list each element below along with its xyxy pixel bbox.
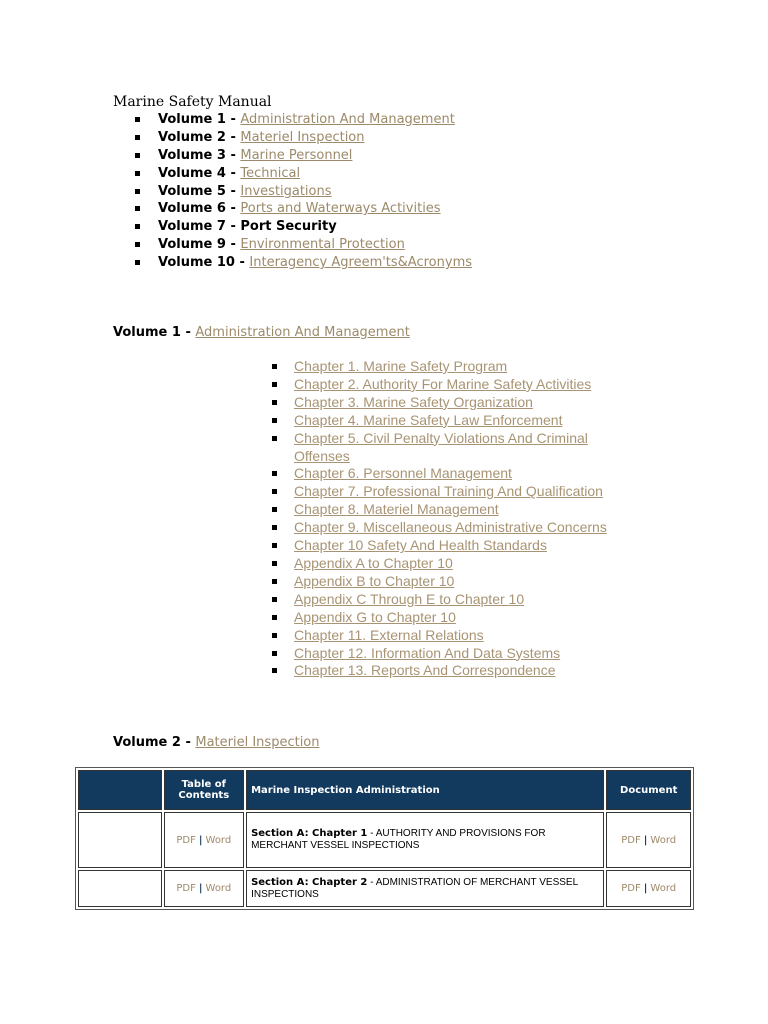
dash: - (367, 876, 376, 888)
list-item (135, 147, 472, 165)
volume1-heading (113, 325, 410, 341)
list-item (272, 537, 632, 555)
chapter-link[interactable]: Chapter 10 Safety And Health Standards (294, 537, 547, 554)
list-item (272, 555, 632, 573)
volume-label: Volume 6 - (158, 201, 241, 217)
bullet-icon (272, 651, 277, 656)
bullet-icon (272, 525, 277, 530)
volume2-link[interactable]: Materiel Inspection (195, 735, 320, 750)
chapter-link[interactable]: Chapter 9. Miscellaneous Administrative Concerns (294, 519, 607, 536)
list-item (135, 218, 472, 236)
document-links (606, 870, 691, 907)
chapter-link[interactable]: Appendix A to Chapter 10 (294, 554, 453, 571)
inspection-table (75, 767, 694, 910)
chapter-link[interactable]: Chapter 6. Personnel Management (294, 465, 512, 482)
list-item (135, 165, 472, 183)
bullet-icon (272, 597, 277, 602)
list-item (272, 412, 632, 430)
list-item (135, 236, 472, 254)
document-title: Marine Safety Manual (113, 94, 272, 110)
list-item (272, 573, 632, 591)
toc-links (164, 812, 245, 868)
chapter-link[interactable]: Appendix B to Chapter 10 (294, 572, 455, 589)
bullet-icon (272, 418, 277, 423)
pdf-link[interactable]: PDF (621, 834, 641, 846)
volume-link[interactable]: Materiel Inspection (240, 129, 365, 145)
chapter-link[interactable]: Chapter 13. Reports And Correspondence (294, 662, 556, 679)
chapter-link[interactable]: Chapter 3. Marine Safety Organization (294, 393, 533, 410)
bullet-icon (272, 633, 277, 638)
bullet-icon (135, 260, 140, 265)
volume-link[interactable]: Environmental Protection (240, 237, 405, 253)
volume2-heading (113, 735, 320, 751)
volume2-label: Volume 2 - (113, 735, 196, 750)
table-cell-blank (78, 812, 162, 868)
list-item (272, 645, 632, 663)
list-item (272, 627, 632, 645)
toc-links (164, 870, 245, 907)
list-item (272, 501, 632, 519)
column-header-blank (78, 770, 162, 810)
bullet-icon (272, 579, 277, 584)
bullet-icon (272, 471, 277, 476)
volume-label: Volume 3 - (158, 147, 241, 163)
chapter-list (272, 358, 632, 680)
section-title: ADMINISTRATION OF MERCHANT VESSEL INSPECTIONS (251, 876, 578, 900)
list-item (272, 609, 632, 627)
pdf-link[interactable]: PDF (176, 834, 196, 846)
chapter-link[interactable]: Chapter 4. Marine Safety Law Enforcement (294, 411, 563, 428)
word-link[interactable]: Word (205, 883, 232, 894)
table-row (78, 870, 691, 907)
bullet-icon (135, 224, 140, 229)
list-item (135, 183, 472, 201)
list-item (272, 376, 632, 394)
volume-text: Port Security (240, 219, 337, 235)
volume-link[interactable]: Administration And Management (240, 112, 455, 127)
table-cell-blank (78, 870, 162, 907)
chapter-link[interactable]: Chapter 7. Professional Training And Qualification (294, 483, 603, 500)
bullet-icon (272, 489, 277, 494)
bullet-icon (135, 135, 140, 140)
bullet-icon (272, 507, 277, 512)
bullet-icon (135, 189, 140, 194)
section-description (246, 870, 604, 907)
volume-label: Volume 4 - (158, 165, 241, 181)
list-item (135, 254, 472, 272)
bullet-icon (135, 171, 140, 176)
bullet-icon (272, 382, 277, 387)
bullet-icon (272, 436, 277, 441)
table-header-row (78, 770, 691, 810)
volume-link[interactable]: Interagency Agreem'ts&Acronyms (249, 255, 473, 271)
section-description (246, 812, 604, 868)
list-item (272, 483, 632, 501)
bullet-icon (272, 615, 277, 620)
chapter-link[interactable]: Chapter 5. Civil Penalty Violations And Criminal Offenses (294, 429, 588, 464)
volume1-link[interactable]: Administration And Management (195, 325, 410, 340)
chapter-link[interactable]: Chapter 8. Materiel Management (294, 501, 499, 518)
bullet-icon (272, 364, 277, 369)
word-link[interactable]: Word (650, 834, 677, 846)
bullet-icon (135, 117, 140, 122)
list-item (272, 430, 632, 466)
bullet-icon (135, 242, 140, 247)
chapter-link[interactable]: Chapter 1. Marine Safety Program (294, 358, 508, 374)
column-header-toc: Table of Contents (164, 770, 245, 810)
section-label: Section A: Chapter 2 (251, 876, 368, 888)
list-item (272, 394, 632, 412)
link-separator: | (198, 834, 203, 846)
list-item (135, 200, 472, 218)
volume-list (135, 111, 472, 272)
volume-label: Volume 2 - (158, 129, 241, 145)
chapter-link[interactable]: Chapter 2. Authority For Marine Safety Activities (294, 375, 592, 392)
bullet-icon (272, 668, 277, 673)
pdf-link[interactable]: PDF (176, 883, 196, 894)
list-item (272, 662, 632, 680)
bullet-icon (272, 400, 277, 405)
list-item (135, 111, 472, 129)
section-title: AUTHORITY AND PROVISIONS FOR MERCHANT VESSEL INSPECTIONS (251, 828, 546, 851)
section-label: Section A: Chapter 1 (251, 828, 368, 839)
volume-label: Volume 1 - (158, 112, 241, 127)
chapter-link[interactable]: Chapter 12. Information And Data Systems (294, 644, 561, 661)
list-item (272, 358, 632, 376)
column-header-document: Document (606, 770, 691, 810)
link-separator: | (198, 883, 203, 894)
volume-link[interactable]: Investigations (240, 183, 332, 199)
list-item (272, 519, 632, 537)
volume-label: Volume 10 - (158, 255, 250, 271)
volume-label: Volume 9 - (158, 237, 241, 253)
word-link[interactable]: Word (650, 883, 677, 894)
pdf-link[interactable]: PDF (621, 883, 641, 894)
dash: - (367, 828, 376, 839)
list-item (272, 465, 632, 483)
bullet-icon (272, 543, 277, 548)
volume1-label: Volume 1 - (113, 325, 196, 340)
volume-link[interactable]: Marine Personnel (240, 147, 353, 163)
bullet-icon (135, 206, 140, 211)
link-separator: | (643, 834, 648, 846)
chapter-link[interactable]: Chapter 11. External Relations (294, 626, 484, 643)
bullet-icon (135, 153, 140, 158)
volume-label: Volume 7 - (158, 219, 241, 235)
list-item (272, 591, 632, 609)
column-header-administration: Marine Inspection Administration (246, 770, 604, 810)
volume-link[interactable]: Ports and Waterways Activities (240, 201, 441, 217)
chapter-link[interactable]: Appendix C Through E to Chapter 10 (294, 590, 525, 607)
chapter-link[interactable]: Appendix G to Chapter 10 (294, 608, 456, 625)
table-row (78, 812, 691, 868)
document-links (606, 812, 691, 868)
bullet-icon (272, 561, 277, 566)
link-separator: | (643, 883, 648, 894)
word-link[interactable]: Word (205, 834, 232, 846)
volume-link[interactable]: Technical (240, 165, 301, 181)
list-item (135, 129, 472, 147)
volume-label: Volume 5 - (158, 183, 241, 199)
